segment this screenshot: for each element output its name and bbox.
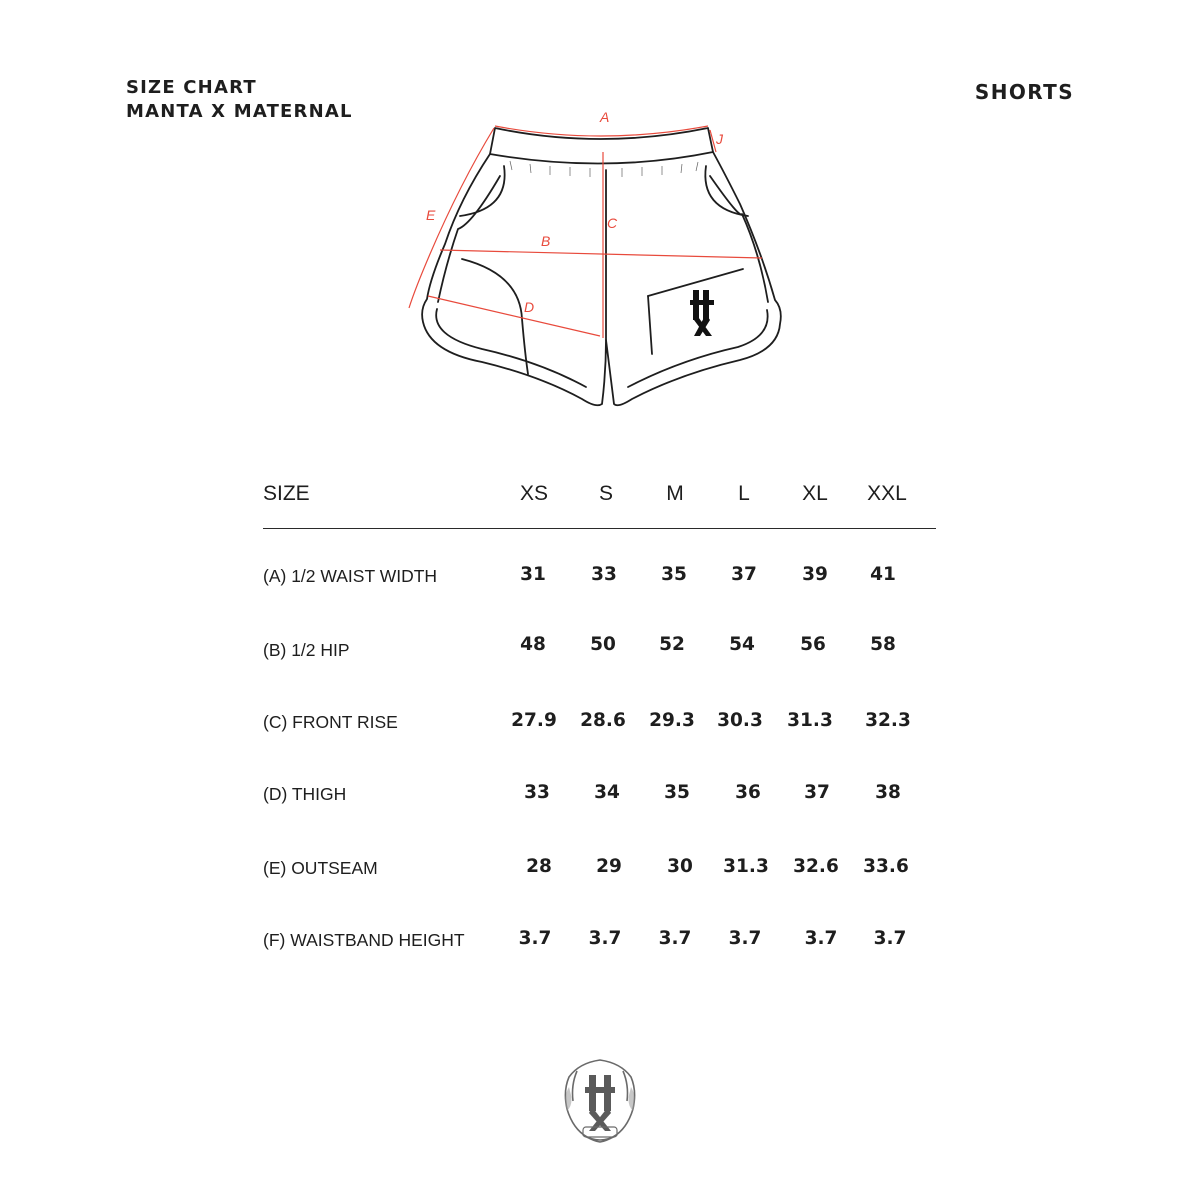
- table-cell: 38: [875, 782, 901, 803]
- table-cell: 31.3: [787, 710, 833, 731]
- table-cell: 33: [524, 782, 550, 803]
- size-col-l: L: [738, 482, 750, 505]
- measure-label-e: E: [426, 207, 436, 223]
- table-cell: 50: [590, 634, 616, 655]
- size-col-s: S: [598, 482, 613, 505]
- table-row: [263, 924, 936, 996]
- row-label-waistband-height: (F) WAISTBAND HEIGHT: [263, 930, 465, 950]
- size-col-xl: XL: [802, 482, 828, 505]
- table-cell: 36: [735, 782, 761, 803]
- chart-title: [126, 76, 353, 124]
- leg-logo-icon: [690, 290, 714, 336]
- table-row: [263, 636, 936, 708]
- title-line-brand: MANTA X MATERNAL: [126, 101, 353, 122]
- brand-crest-icon: [561, 1057, 639, 1145]
- title-line-size-chart: SIZE CHART: [126, 77, 257, 98]
- table-cell: 3.7: [588, 928, 622, 949]
- table-cell: 29: [596, 856, 622, 877]
- table-cell: 28: [526, 856, 552, 877]
- size-col-m: M: [666, 482, 684, 505]
- table-cell: 34: [594, 782, 620, 803]
- shorts-diagram: [400, 104, 800, 416]
- table-cell: 3.7: [728, 928, 762, 949]
- table-row: [263, 708, 936, 780]
- measure-label-d: D: [524, 299, 535, 315]
- row-label-front-rise: (C) FRONT RISE: [263, 712, 398, 732]
- table-cell: 41: [870, 564, 896, 585]
- table-cell: 52: [659, 634, 685, 655]
- table-cell: 32.3: [865, 710, 911, 731]
- row-label-waist: (A) 1/2 WAIST WIDTH: [263, 566, 438, 586]
- table-row: [263, 780, 936, 852]
- measure-label-a: A: [600, 109, 610, 125]
- shorts-outline: [422, 152, 781, 405]
- table-cell: 3.7: [873, 928, 907, 949]
- table-cell: 39: [802, 564, 828, 585]
- measure-label-c: C: [607, 215, 618, 231]
- table-cell: 35: [661, 564, 687, 585]
- measure-label-j: J: [716, 131, 723, 147]
- table-cell: 3.7: [658, 928, 692, 949]
- table-cell: 30: [667, 856, 693, 877]
- table-cell: 48: [520, 634, 546, 655]
- measure-label-b: B: [541, 233, 551, 249]
- table-cell: 3.7: [518, 928, 552, 949]
- table-cell: 32.6: [793, 856, 839, 877]
- table-cell: 33.6: [863, 856, 909, 877]
- size-table: [263, 478, 936, 950]
- row-label-thigh: (D) THIGH: [263, 784, 347, 804]
- table-cell: 29.3: [649, 710, 695, 731]
- category-label: SHORTS: [974, 80, 1074, 104]
- table-row: [263, 852, 936, 924]
- table-cell: 3.7: [804, 928, 838, 949]
- row-label-outseam: (E) OUTSEAM: [263, 858, 378, 878]
- table-cell: 28.6: [580, 710, 626, 731]
- row-label-hip: (B) 1/2 HIP: [263, 640, 350, 660]
- size-col-xxl: XXL: [867, 482, 907, 505]
- waistband-outline: [490, 128, 713, 164]
- size-header-row: [263, 478, 936, 529]
- table-cell: 35: [664, 782, 690, 803]
- table-cell: 27.9: [511, 710, 557, 731]
- table-cell: 58: [870, 634, 896, 655]
- table-cell: 30.3: [717, 710, 763, 731]
- table-cell: 37: [731, 564, 757, 585]
- table-row: [263, 564, 936, 636]
- size-header-label: SIZE: [263, 482, 310, 505]
- table-cell: 31: [520, 564, 546, 585]
- table-cell: 56: [800, 634, 826, 655]
- table-cell: 54: [729, 634, 755, 655]
- size-col-xs: XS: [519, 482, 548, 505]
- table-cell: 31.3: [723, 856, 769, 877]
- table-cell: 37: [804, 782, 830, 803]
- table-cell: 33: [591, 564, 617, 585]
